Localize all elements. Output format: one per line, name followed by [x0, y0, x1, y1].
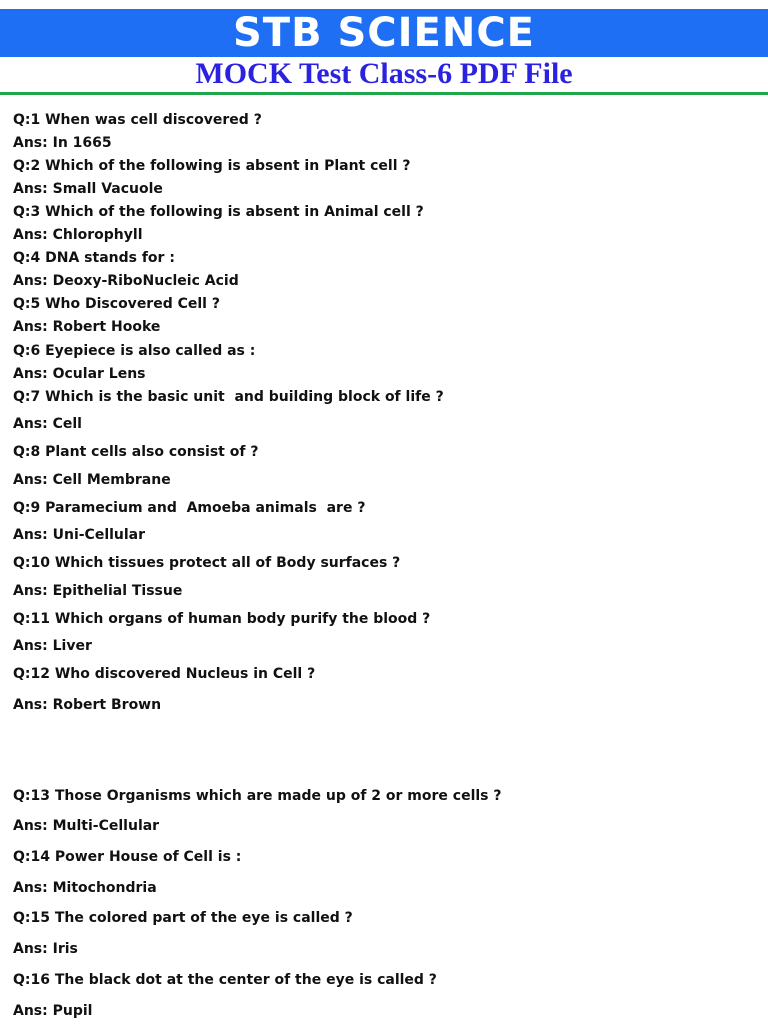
question-line: Q:6 Eyepiece is also called as :: [13, 343, 256, 359]
question-line: Q:7 Which is the basic unit and building block of life ?: [13, 389, 444, 405]
answer-line: Ans: Deoxy-RiboNucleic Acid: [13, 273, 239, 289]
answer-line: Ans: Small Vacuole: [13, 181, 163, 197]
answer-line: Ans: Chlorophyll: [13, 227, 143, 243]
question-line: Q:1 When was cell discovered ?: [13, 112, 262, 128]
answer-line: Ans: In 1665: [13, 135, 112, 151]
question-line: Q:15 The colored part of the eye is called ?: [13, 910, 353, 926]
site-title-banner: STB SCIENCE: [0, 9, 768, 57]
question-line: Q:14 Power House of Cell is :: [13, 849, 242, 865]
answer-line: Ans: Ocular Lens: [13, 366, 146, 382]
header-divider: [0, 92, 768, 95]
answer-line: Ans: Multi-Cellular: [13, 818, 160, 834]
document-subtitle: MOCK Test Class-6 PDF File: [195, 57, 573, 90]
question-line: Q:11 Which organs of human body purify the blood ?: [13, 611, 431, 627]
answer-line: Ans: Iris: [13, 941, 78, 957]
answer-line: Ans: Pupil: [13, 1003, 93, 1019]
question-line: Q:13 Those Organisms which are made up of 2 or more cells ?: [13, 788, 502, 804]
answer-line: Ans: Robert Brown: [13, 697, 162, 713]
answer-line: Ans: Robert Hooke: [13, 319, 161, 335]
question-line: Q:16 The black dot at the center of the eye is called ?: [13, 972, 437, 988]
answer-line: Ans: Cell Membrane: [13, 472, 171, 488]
question-line: Q:2 Which of the following is absent in Plant cell ?: [13, 158, 411, 174]
answer-line: Ans: Liver: [13, 638, 92, 654]
question-line: Q:3 Which of the following is absent in Animal cell ?: [13, 204, 424, 220]
question-line: Q:8 Plant cells also consist of ?: [13, 444, 259, 460]
answer-line: Ans: Mitochondria: [13, 880, 157, 896]
question-line: Q:10 Which tissues protect all of Body surfaces ?: [13, 555, 401, 571]
answer-line: Ans: Cell: [13, 416, 82, 432]
answer-line: Ans: Epithelial Tissue: [13, 583, 183, 599]
question-line: Q:12 Who discovered Nucleus in Cell ?: [13, 666, 316, 682]
answer-line: Ans: Uni-Cellular: [13, 527, 146, 543]
question-line: Q:9 Paramecium and Amoeba animals are ?: [13, 500, 366, 516]
question-line: Q:5 Who Discovered Cell ?: [13, 296, 220, 312]
question-line: Q:4 DNA stands for :: [13, 250, 175, 266]
